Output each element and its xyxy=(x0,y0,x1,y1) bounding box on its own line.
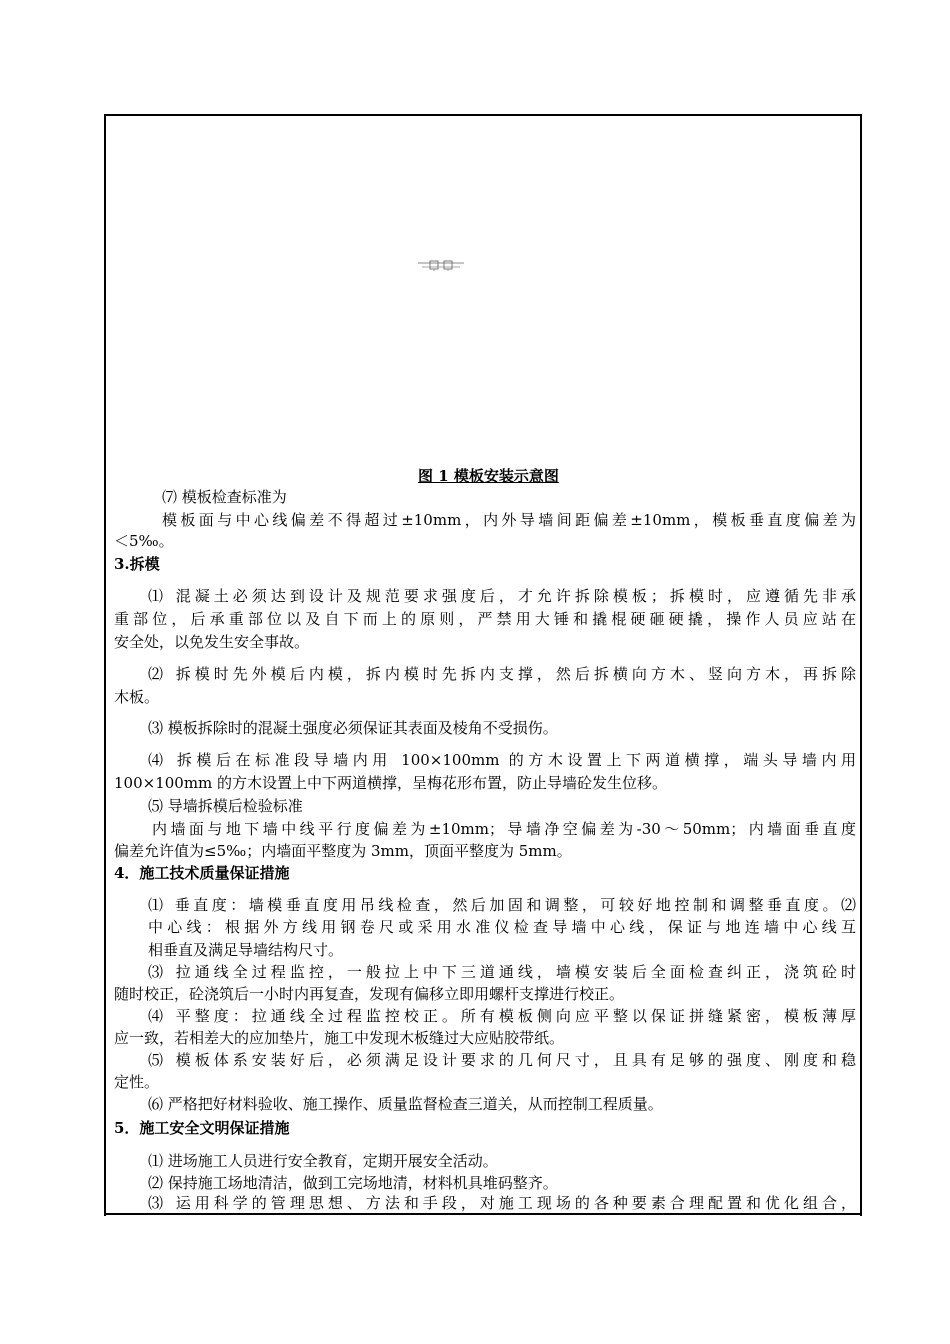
line-l29: ⑵ 保持施工场地清洁，做到工完场地清，材料机具堆码整齐。 xyxy=(148,1174,558,1192)
line-l13: ⑸ 导墙拆模后检验标准 xyxy=(148,797,303,815)
section-heading-3: 3.拆模 xyxy=(114,555,160,573)
line-l19: 相垂直及满足导墙结构尺寸。 xyxy=(148,941,344,959)
section-heading-5: 5．施工安全文明保证措施 xyxy=(114,1119,290,1137)
line-l22: ⑷ 平整度：拉通线全过程监控校正。所有模板侧向应平整以保证拼缝紧密，模板薄厚 xyxy=(148,1007,856,1025)
line-l02: 模板面与中心线偏差不得超过±10mm，内外导墙间距偏差±10mm，模板垂直度偏差为 xyxy=(162,511,856,529)
line-l09: 木板。 xyxy=(114,688,160,706)
line-l06: 重部位，后承重部位以及自下而上的原则，严禁用大锤和撬棍硬砸硬撬，操作人员应站在 xyxy=(114,610,856,628)
line-l14: 内墙面与地下墙中线平行度偏差为±10mm；导墙净空偏差为-30～50mm；内墙面垂直度 xyxy=(152,820,856,838)
section-heading-4: 4．施工技术质量保证措施 xyxy=(114,864,290,882)
line-l30: ⑶ 运用科学的管理思想、方法和手段，对施工现场的各种要素合理配置和优化组合， xyxy=(148,1194,856,1212)
line-l20: ⑶ 拉通线全过程监控，一般拉上中下三道通线，墙模安装后全面检查纠正，浇筑砼时 xyxy=(148,963,856,981)
formwork-diagram-image xyxy=(416,258,466,272)
line-l24: ⑸ 模板体系安装好后，必须满足设计要求的几何尺寸，且具有足够的强度、刚度和稳 xyxy=(148,1051,856,1069)
line-l23: 应一致，若相差大的应加垫片，施工中发现木板缝过大应贴胶带纸。 xyxy=(114,1029,565,1047)
line-l21: 随时校正，砼浇筑后一小时内再复查，发现有偏移立即用螺杆支撑进行校正。 xyxy=(114,985,625,1003)
line-l25: 定性。 xyxy=(114,1073,160,1091)
line-l03: ＜5‰。 xyxy=(114,532,174,550)
line-l26: ⑹ 严格把好材料验收、施工操作、质量监督检查三道关，从而控制工程质量。 xyxy=(148,1095,663,1113)
figure-caption: 图 1 模板安装示意图 xyxy=(418,467,559,485)
line-l12: 100×100mm 的方木设置上中下两道横撑，呈梅花形布置，防止导墙砼发生位移。 xyxy=(114,774,668,792)
line-l05: ⑴ 混凝土必须达到设计及规范要求强度后，才允许拆除模板；拆模时，应遵循先非承 xyxy=(148,587,856,605)
line-l15: 偏差允许值为≤5‰；内墙面平整度为 3mm，顶面平整度为 5mm。 xyxy=(114,842,572,860)
line-l11: ⑷ 拆模后在标准段导墙内用 100×100mm 的方木设置上下两道横撑，端头导墙内用 xyxy=(148,751,856,769)
line-l08: ⑵ 拆模时先外模后内模，拆内模时先拆内支撑，然后拆横向方木、竖向方木，再拆除 xyxy=(148,665,856,683)
line-l07: 安全处，以免发生安全事故。 xyxy=(114,633,310,651)
line-l28: ⑴ 进场施工人员进行安全教育，定期开展安全活动。 xyxy=(148,1152,498,1170)
line-l17: ⑴ 垂直度：墙模垂直度用吊线检查，然后加固和调整，可较好地控制和调整垂直度。⑵ xyxy=(148,896,856,914)
line-l01: ⑺ 模板检查标准为 xyxy=(162,488,287,506)
line-l18: 中心线：根据外方线用钢卷尺或采用水准仪检查导墙中心线，保证与地连墙中心线互 xyxy=(148,918,856,936)
line-l10: ⑶ 模板拆除时的混凝土强度必须保证其表面及棱角不受损伤。 xyxy=(148,719,558,737)
